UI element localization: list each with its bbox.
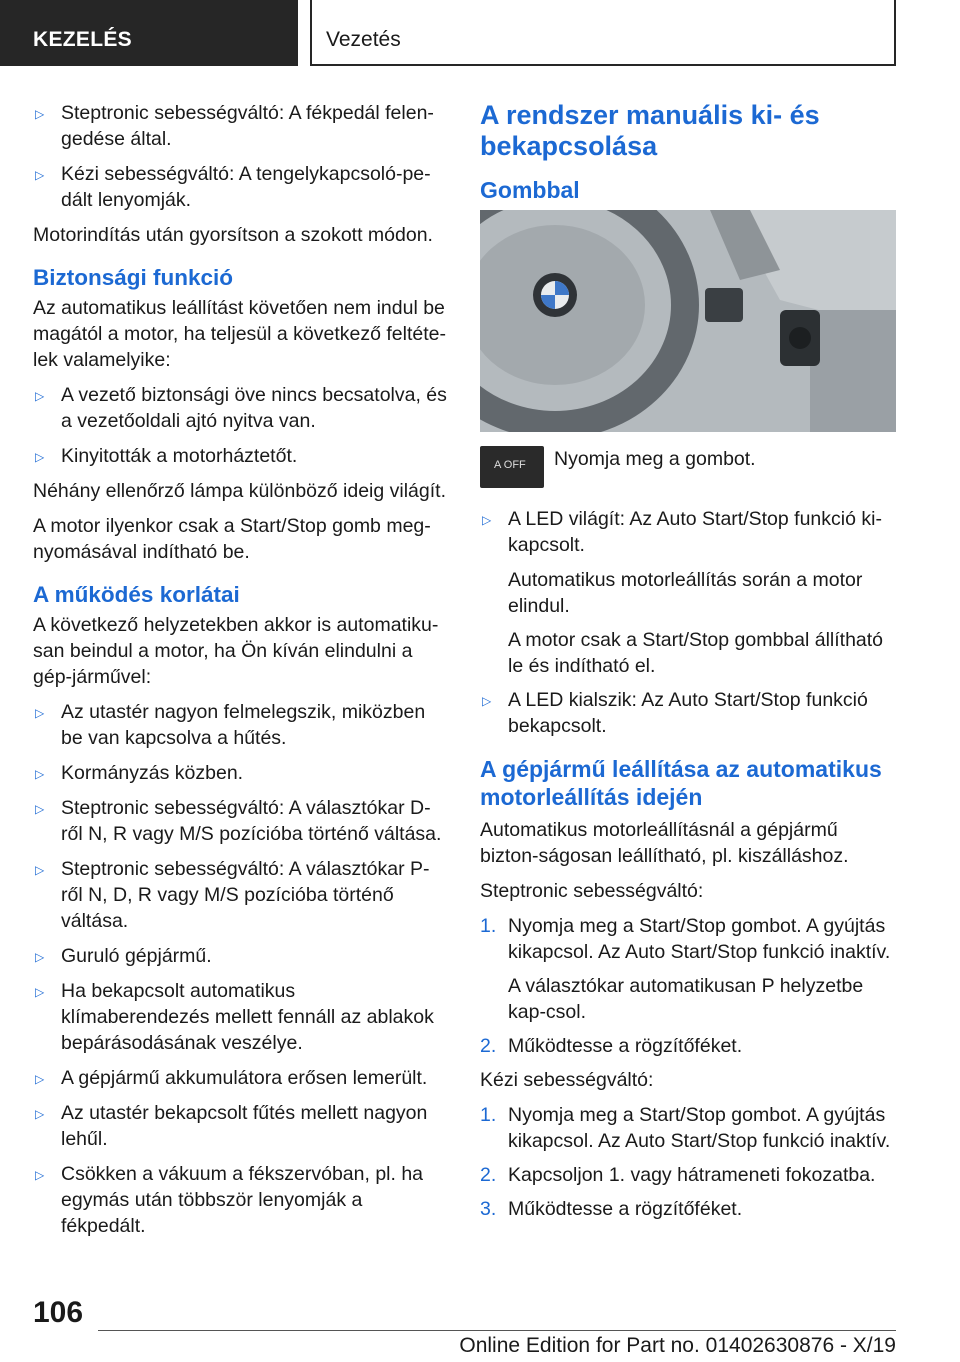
triangle-bullet-icon: ▷: [35, 767, 45, 781]
triangle-bullet-icon: ▷: [482, 694, 492, 708]
left-column: [33, 100, 447, 1248]
paragraph: Az automatikus leállítást követően nem indul be magától a motor, ha teljesül a következő feltéte-lek valamelyike:: [33, 297, 446, 371]
paragraph: A motor csak a Start/Stop gombbal állítható le és indítható el.: [508, 629, 884, 677]
list-item: ▷ A gépjármű akkumulátora erősen lemerült.: [33, 1065, 447, 1091]
numbered-step: 2. Kapcsoljon 1. vagy hátrameneti fokozatba.: [480, 1164, 876, 1186]
list-item: ▷ A LED világít: Az Auto Start/Stop funkció ki-kapcsolt.: [482, 508, 882, 556]
numbered-step: 3. Működtesse a rögzítőféket.: [480, 1198, 743, 1220]
press-button-text: Nyomja meg a gombot.: [554, 448, 756, 470]
footer-divider: [98, 1330, 896, 1331]
section-title: KEZELÉS: [0, 0, 298, 66]
paragraph: A választókar automatikusan P helyzetbe kap-csol.: [508, 975, 864, 1023]
heading-manual-toggle: A rendszer manuális ki- és bekapcsolása: [480, 100, 820, 161]
triangle-bullet-icon: ▷: [35, 863, 45, 877]
list-item: ▷ Guruló gépjármű.: [33, 943, 447, 969]
triangle-bullet-icon: ▷: [35, 1168, 45, 1182]
paragraph: Motorindítás után gyorsítson a szokott módon.: [33, 224, 433, 246]
edition-text: Online Edition for Part no. 01402630876 - X/19: [459, 1334, 896, 1357]
list-item: ▷ A LED kialszik: Az Auto Start/Stop funkció bekapcsolt.: [482, 689, 868, 737]
paragraph: Néhány ellenőrző lámpa különböző ideig világít.: [33, 480, 447, 502]
paragraph: Kézi sebességváltó:: [480, 1069, 654, 1091]
list-item: ▷ Kézi sebességváltó: A tengelykapcsoló-pe-dált lenyomják.: [35, 163, 431, 211]
paragraph: Automatikus motorleállításnál a gépjármű bizton-ságosan leállítható, pl. kiszálláshoz.: [480, 819, 849, 867]
triangle-bullet-icon: ▷: [35, 706, 45, 720]
triangle-bullet-icon: ▷: [482, 513, 492, 527]
list-item: ▷ Az utastér nagyon felmelegszik, miközben be van kapcsolva a hűtés.: [35, 701, 426, 749]
paragraph: A motor ilyenkor csak a Start/Stop gomb meg-nyomásával indítható be.: [33, 515, 431, 563]
triangle-bullet-icon: ▷: [35, 1107, 45, 1121]
chapter-title: Vezetés: [310, 0, 896, 66]
auto-start-stop-off-icon: A OFF: [480, 446, 544, 488]
triangle-bullet-icon: ▷: [35, 950, 45, 964]
list-item: ▷ A vezető biztonsági öve nincs becsatolva, és a vezetőoldali ajtó nyitva van.: [35, 384, 447, 432]
numbered-step: 1. Nyomja meg a Start/Stop gombot. A gyújtás kikapcsol. Az Auto Start/Stop funkció inaktív.: [480, 915, 891, 963]
list-item: ▷ Csökken a vákuum a fékszervóban, pl. ha egymás után többször lenyomják a fékpedált.: [35, 1163, 424, 1237]
triangle-bullet-icon: ▷: [35, 802, 45, 816]
list-item: ▷ Steptronic sebességváltó: A fékpedál felen-gedése által.: [35, 102, 434, 150]
list-item: ▷ Steptronic sebességváltó: A választókar P-ről N, D, R vagy M/S pozícióba történő váltása.: [35, 858, 430, 932]
list-item: ▷ Kormányzás közben.: [33, 760, 447, 786]
press-button-row: [480, 446, 898, 490]
triangle-bullet-icon: ▷: [35, 985, 45, 999]
steering-wheel-illustration: [480, 210, 896, 432]
list-item: ▷ Ha bekapcsolt automatikus klímaberendezés mellett fennáll az ablakok bepárásodásának veszélye.: [35, 980, 434, 1054]
list-item: ▷ Steptronic sebességváltó: A választókar D-ről N, R vagy M/S pozícióba történő váltása.: [35, 797, 442, 845]
heading-button: Gombbal: [480, 177, 580, 203]
triangle-bullet-icon: ▷: [35, 1072, 45, 1086]
heading-limits: A működés korlátai: [33, 582, 240, 607]
right-column: [480, 100, 898, 1230]
heading-park: A gépjármű leállítása az automatikus motorleállítás idején: [480, 756, 882, 810]
paragraph: Steptronic sebességváltó:: [480, 880, 704, 902]
triangle-bullet-icon: ▷: [35, 389, 45, 403]
paragraph: Automatikus motorleállítás során a motor elindul.: [508, 569, 863, 617]
triangle-bullet-icon: ▷: [35, 107, 45, 121]
steering-wheel-photo: [480, 210, 896, 432]
page-number: 106: [33, 1296, 84, 1329]
page-header: [0, 0, 960, 66]
heading-safety: Biztonsági funkció: [33, 265, 234, 290]
triangle-bullet-icon: ▷: [35, 450, 45, 464]
triangle-bullet-icon: ▷: [35, 168, 45, 182]
numbered-step: 1. Nyomja meg a Start/Stop gombot. A gyújtás kikapcsol. Az Auto Start/Stop funkció inaktív.: [480, 1104, 891, 1152]
list-item: ▷ Az utastér bekapcsolt fűtés mellett nagyon lehűl.: [35, 1102, 428, 1150]
numbered-step: 2. Működtesse a rögzítőféket.: [480, 1035, 743, 1057]
list-item: ▷ Kinyitották a motorháztetőt.: [33, 443, 447, 469]
paragraph: A következő helyzetekben akkor is automatiku-san beindul a motor, ha Ön kíván elindulni a gép-járművel:: [33, 614, 439, 688]
